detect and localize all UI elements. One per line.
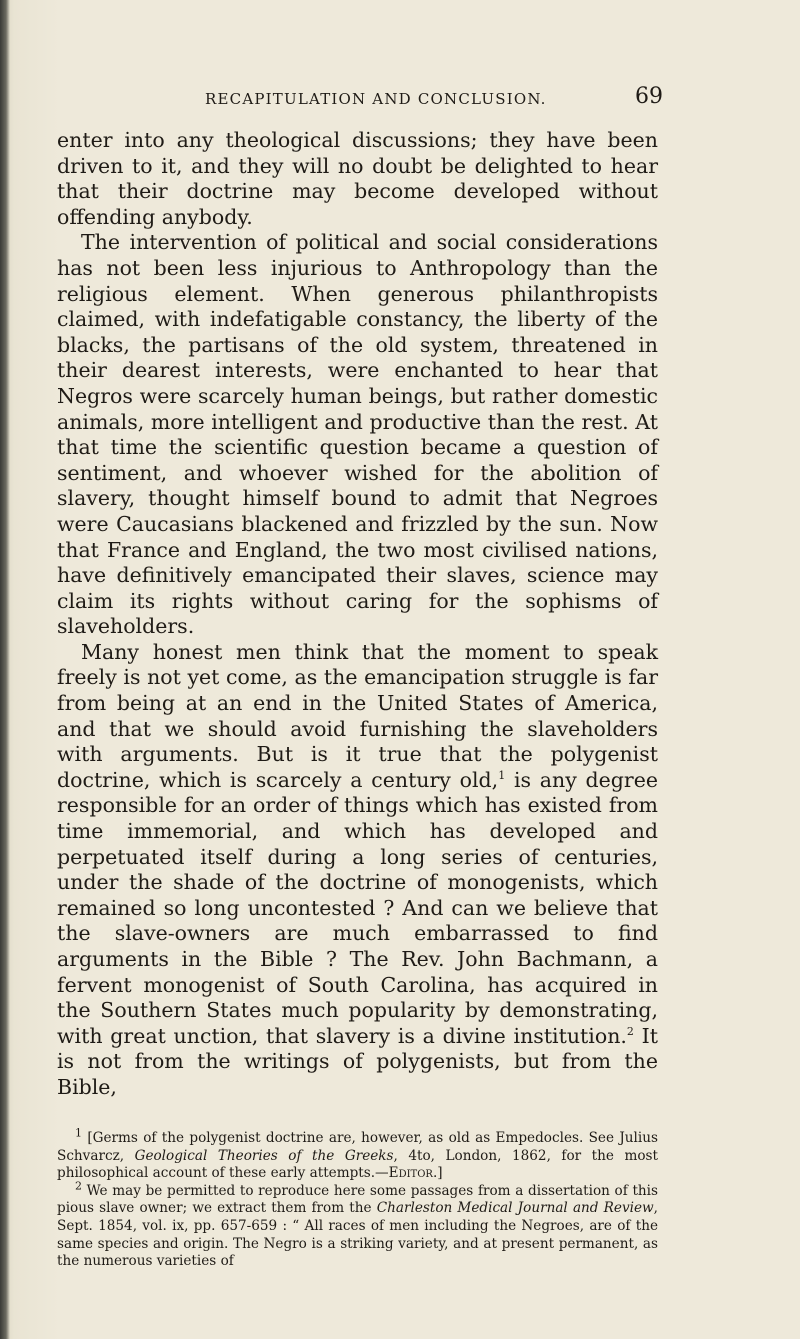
footnote-1-editor: Editor (388, 1165, 433, 1182)
footnote-1 (57, 1126, 658, 1183)
footnote-1-text-b: , 4to, London, 1862, for the most philosophical account of these early attempts.— (57, 1147, 658, 1182)
paragraph-3-part-a: Many honest men think that the moment to speak freely is not yet come, as the emancipation struggle is far from being at an end in the United States of America, and that we should avoid furnishing the slaveholders with arguments. But is it true that the polygenist doctrine, which is scarcely a century old, (57, 639, 658, 792)
footnote-1-mark: 1 (75, 1126, 82, 1140)
footnote-2-title: Charleston Medical Journal and Review (376, 1200, 654, 1217)
book-spine-shadow (0, 0, 10, 1339)
paragraph-3-part-c: It is not from the writings of polygenists, but from the Bible, (57, 1023, 659, 1099)
footnote-1-title: Geological Theories of the Greeks (134, 1147, 394, 1164)
paragraph-3-part-b: is any degree responsible for an order of things which has existed from time immemorial, and which has developed and perpetuated itself during a long series of centuries, under the shade of the doctrine of monogenists, which remained so long uncontested ? And can we believe that the slave-owners are much embarrassed to find arguments in the Bible ? The Rev. John Bachmann, a fervent monogenist of South Carolina, has acquired in the Southern States much popularity by demonstrating, with great unction, that slavery is a divine institution. (57, 767, 658, 1048)
page-header (70, 84, 730, 112)
footnote-1-text-c: .] (432, 1165, 443, 1182)
footnote-2-text-a: We may be permitted to reproduce here some passages from a dissertation of this pious slave owner; we extract them from the (57, 1182, 658, 1217)
running-head: RECAPITULATION AND CONCLUSION. (205, 90, 547, 108)
footnote-ref-2: 2 (626, 1024, 634, 1038)
footnotes (57, 1126, 658, 1271)
paragraph-2: The intervention of political and social considerations has not been less injurious to Anthropology than the religious element. When generous philanthropists claimed, with indefatigable constancy, the liberty of the blacks, the partisans of the old system, threatened in their dearest interests, were enchanted to hear that Negros were scarcely human beings, but rather domestic animals, more intelligent and productive than the rest. At that time the scientific question became a question of sentiment, and whoever wished for the abolition of slavery, thought himself bound to admit that Negroes were Caucasians blackened and frizzled by the sun. Now that France and England, the two most civilised nations, have definitively emancipated their slaves, science may claim its rights without caring for the sophisms of slaveholders. (57, 230, 658, 639)
footnote-2-mark: 2 (75, 1179, 82, 1193)
paragraph-3 (57, 640, 658, 1101)
footnote-2 (57, 1179, 658, 1271)
footnote-1-text-a: [Germs of the polygenist doctrine are, however, as old as Empedocles. See Julius Schvarcz, (57, 1130, 658, 1164)
page-number: 69 (635, 84, 663, 109)
footnote-ref-1: 1 (498, 769, 506, 783)
body-text (57, 128, 658, 1101)
footnote-2-text-b: , Sept. 1854, vol. ix, pp. 657-659 : “ All races of men including the Negroes, are of the same species and origin. The Negro is a striking variety, and at present permanent, as the numerous varieties of (57, 1200, 658, 1270)
paragraph-1: enter into any theological discussions; they have been driven to it, and they will no doubt be delighted to hear that their doctrine may become developed without offending anybody. (57, 128, 658, 229)
